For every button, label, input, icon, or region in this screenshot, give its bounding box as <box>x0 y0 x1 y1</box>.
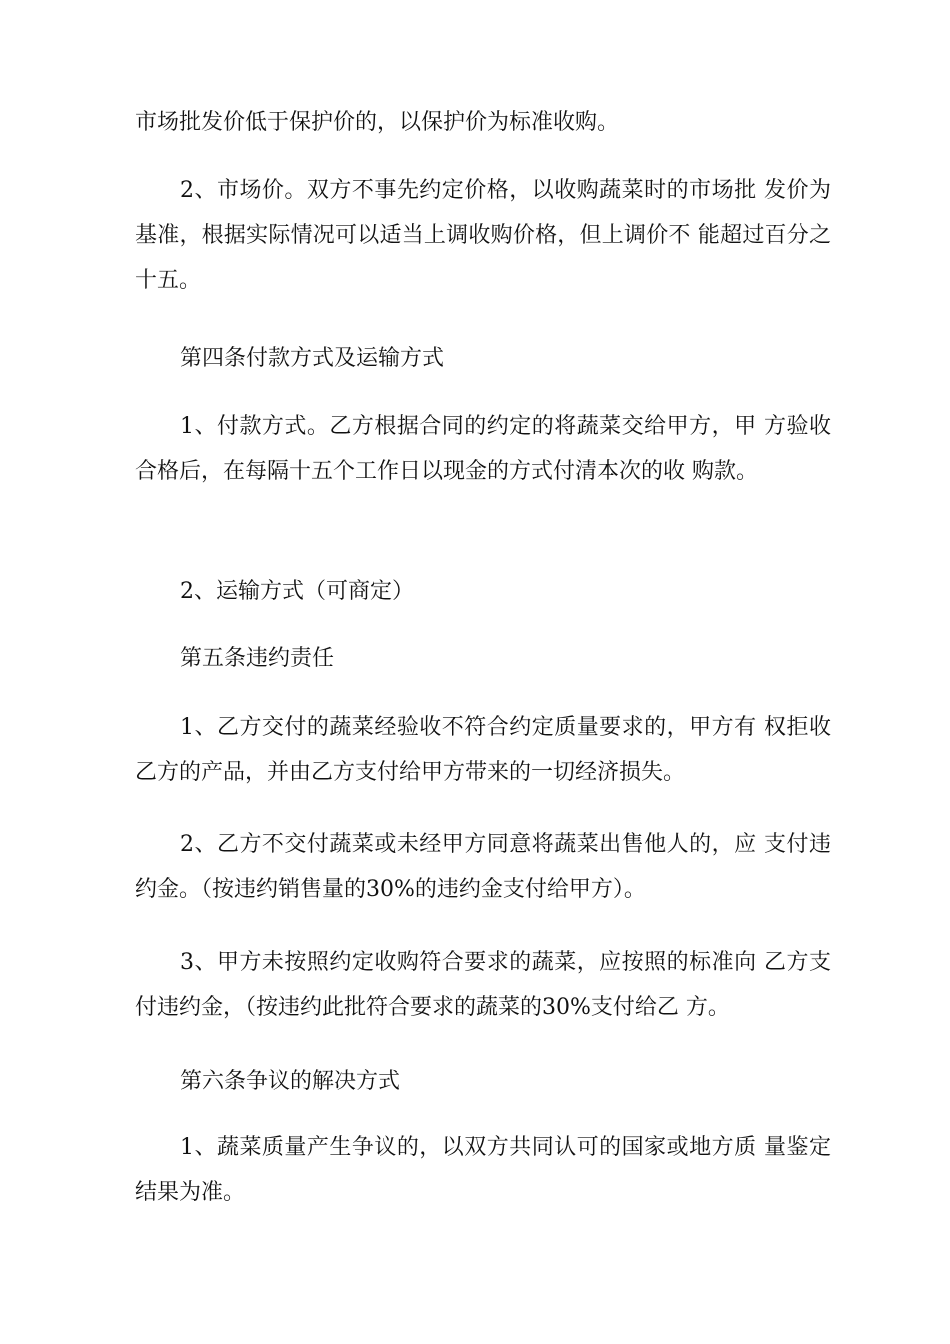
article-five-heading: 第五条违约责任 <box>180 646 335 671</box>
paragraph-protection-price-tail: 市场批发价低于保护价的，以保护价为标准收购。 <box>135 110 620 135</box>
article-four-heading: 第四条付款方式及运输方式 <box>180 346 445 371</box>
paragraph-market-price: 2、市场价。双方不事先约定价格，以收购蔬菜时的市场批 发价为基准，根据实际情况可以适当上调收购价格，但上调价不 能超过百分之十五。 <box>135 178 831 293</box>
article-six-heading: 第六条争议的解决方式 <box>180 1069 401 1094</box>
paragraph-quality-dispute: 1、蔬菜质量产生争议的，以双方共同认可的国家或地方质 量鉴定结果为准。 <box>135 1135 831 1205</box>
paragraph-breach-purchase: 3、甲方未按照约定收购符合要求的蔬菜，应按照的标准向 乙方支付违约金，（按违约此批符合要求的蔬菜的30%支付给乙 方。 <box>135 950 831 1020</box>
paragraph-transport-method: 2、运输方式（可商定） <box>180 579 414 604</box>
paragraph-payment-method: 1、付款方式。乙方根据合同的约定的将蔬菜交给甲方，甲 方验收合格后，在每隔十五个工作日以现金的方式付清本次的收 购款。 <box>135 414 831 484</box>
paragraph-breach-delivery: 2、乙方不交付蔬菜或未经甲方同意将蔬菜出售他人的，应 支付违约金。（按违约销售量的30%的违约金支付给甲方）。 <box>135 832 831 902</box>
paragraph-breach-quality: 1、乙方交付的蔬菜经验收不符合约定质量要求的，甲方有 权拒收乙方的产品，并由乙方支付给甲方带来的一切经济损失。 <box>135 715 831 785</box>
